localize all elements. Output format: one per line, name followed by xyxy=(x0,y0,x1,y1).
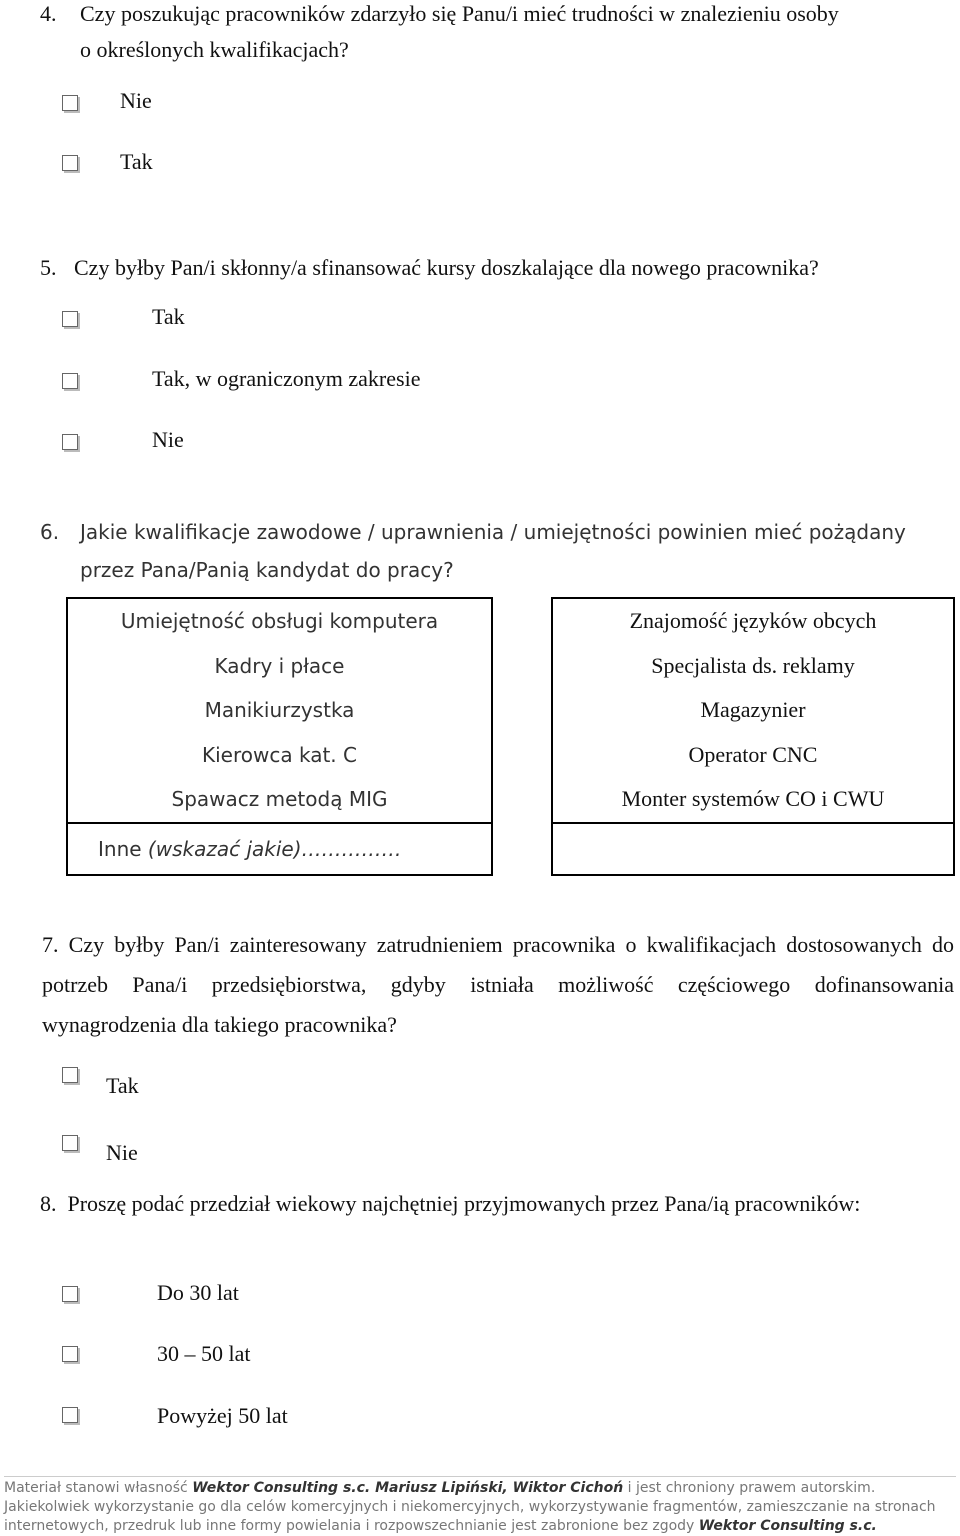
qualification-option[interactable]: Operator CNC xyxy=(688,741,818,767)
q4-text-line2: o określonych kwalifikacjach? xyxy=(80,37,349,62)
q4-option-nie-label: Nie xyxy=(120,88,152,113)
q5-option-nie-label: Nie xyxy=(152,427,184,452)
q5-option-limited-checkbox[interactable] xyxy=(62,373,78,389)
q5-number: 5. xyxy=(40,255,57,280)
footer-brand-2: Wektor Consulting s.c. xyxy=(698,1518,877,1534)
q7-option-nie-label: Nie xyxy=(106,1140,138,1165)
q5-option-tak-label: Tak xyxy=(152,304,185,329)
other-label: Inne xyxy=(98,836,148,861)
qualification-option[interactable]: Kierowca kat. C xyxy=(202,742,357,767)
qualification-option[interactable]: Kadry i płace xyxy=(214,653,345,678)
footer-brand-1: Wektor Consulting s.c. Mariusz Lipiński, Wiktor Cichoń xyxy=(192,1480,624,1496)
copyright-footer xyxy=(4,1476,956,1536)
q8-text-block xyxy=(40,1185,954,1223)
q6-text-line2: przez Pana/Panią kandydat do pracy? xyxy=(80,558,454,582)
qualification-option[interactable]: Znajomość języków obcych xyxy=(629,608,877,633)
qualification-option[interactable]: Magazynier xyxy=(700,697,806,723)
footer-text-2: i jest chroniony prawem autorskim. Jakiekolwiek wykorzystanie go dla celów komercyjnych i niekomercyjnych, wykorzystywanie fragmentów, zamieszczanie na stronach internetowych, przedruk lub inne formy powielania i rozpowszechnianie jest zabronione bez zgody xyxy=(4,1480,936,1534)
q7-number: 7. xyxy=(42,932,59,957)
q4-text-line1: Czy poszukując pracowników zdarzyło się Panu/i mieć trudności w znalezieniu osoby xyxy=(80,1,839,26)
q8-option-30-50-checkbox[interactable] xyxy=(62,1346,78,1362)
other-hint: (wskazać jakie)…………… xyxy=(147,836,402,861)
q8-option-under30-label: Do 30 lat xyxy=(157,1280,239,1305)
q8-option-over50-label: Powyżej 50 lat xyxy=(157,1403,288,1428)
table-gap xyxy=(492,823,552,875)
q7-option-nie-checkbox[interactable] xyxy=(62,1135,78,1151)
q8-option-under30-checkbox[interactable] xyxy=(62,1286,78,1302)
q8-number: 8. xyxy=(40,1191,57,1216)
q4-option-nie-checkbox[interactable] xyxy=(62,95,78,111)
table-gap xyxy=(492,598,552,823)
qualification-option[interactable]: Specjalista ds. reklamy xyxy=(651,652,855,678)
q5-text: Czy byłby Pan/i skłonny/a sfinansować kursy doszkalające dla nowego pracownika? xyxy=(74,255,819,280)
q4-option-tak-checkbox[interactable] xyxy=(62,155,78,171)
other-qualification-cell[interactable] xyxy=(67,823,492,875)
q8-option-30-50-label: 30 – 50 lat xyxy=(157,1341,251,1366)
q5-option-limited-label: Tak, w ograniczonym zakresie xyxy=(152,366,421,391)
q7-text: Czy byłby Pan/i zainteresowany zatrudnieniem pracownika o kwalifikacjach dostosowanych do potrzeb Pana/i przedsiębiorstwa, gdyby istniała możliwość częściowego dofinansowania wynagrodzenia dla takiego pracownika? xyxy=(42,932,954,1037)
qualifications-left-column xyxy=(67,598,492,823)
q7-option-tak-label: Tak xyxy=(106,1073,139,1098)
q6-text-line1: Jakie kwalifikacje zawodowe / uprawnienia / umiejętności powinien mieć pożądany xyxy=(80,520,906,544)
q8-text: Proszę podać przedział wiekowy najchętniej przyjmowanych przez Pana/ią pracowników: xyxy=(67,1191,861,1216)
q8-option-over50-checkbox[interactable] xyxy=(62,1407,78,1423)
q6-number: 6. xyxy=(40,520,60,544)
q7-text-block xyxy=(42,925,954,1045)
qualification-option[interactable]: Monter systemów CO i CWU xyxy=(621,786,885,812)
empty-cell xyxy=(552,823,954,875)
q7-option-tak-checkbox[interactable] xyxy=(62,1067,78,1083)
q4-option-tak-label: Tak xyxy=(120,149,153,174)
qualification-option[interactable]: Spawacz metodą MIG xyxy=(171,787,388,812)
q4-number: 4. xyxy=(40,1,57,26)
qualification-option[interactable]: Umiejętność obsługi komputera xyxy=(120,609,439,633)
q5-option-tak-checkbox[interactable] xyxy=(62,311,78,327)
qualification-option[interactable]: Manikiurzystka xyxy=(204,698,355,723)
q5-option-nie-checkbox[interactable] xyxy=(62,434,78,450)
qualifications-right-column xyxy=(552,598,954,823)
footer-text-1: Materiał stanowi własność xyxy=(4,1480,193,1496)
qualifications-table xyxy=(66,597,955,876)
